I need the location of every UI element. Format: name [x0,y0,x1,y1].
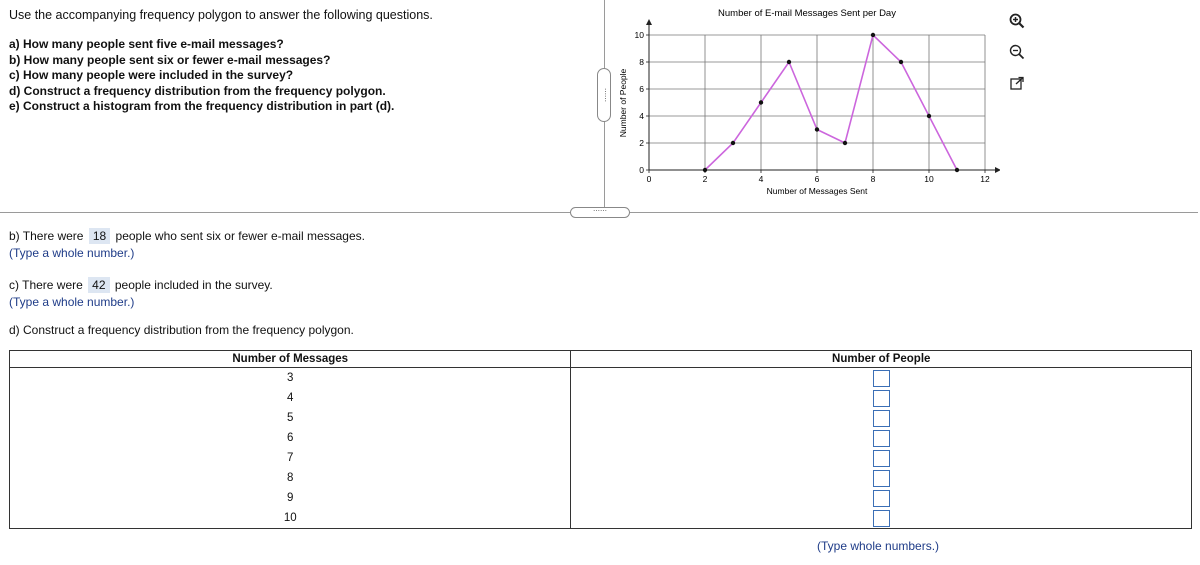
question-a: a) How many people sent five e-mail messages? [9,37,284,51]
answer-b-prefix: b) There were [9,229,84,243]
col-people-header: Number of People [571,351,1192,368]
frequency-polygon-chart [610,0,1000,205]
zoom-out-icon [1009,44,1025,60]
people-input[interactable] [873,390,890,407]
people-cell [571,428,1192,448]
series-line [705,35,957,170]
people-input[interactable] [873,410,890,427]
people-cell [571,388,1192,408]
table-row [10,488,1192,508]
data-point [703,168,707,172]
table-row [10,428,1192,448]
people-cell [571,448,1192,468]
question-d: d) Construct a frequency distribution from the frequency polygon. [9,83,386,98]
people-input[interactable] [873,450,890,467]
y-axis-arrow [646,19,652,25]
open-external-icon [1009,76,1025,92]
people-input[interactable] [873,490,890,507]
answer-c-suffix: people included in the survey. [114,278,273,292]
table-row [10,468,1192,488]
data-point [899,60,903,64]
question-list [9,37,394,115]
zoom-in-button[interactable] [1007,11,1027,31]
question-e: e) Construct a histogram from the frequency distribution in part (d). [9,99,395,113]
data-point [871,33,875,37]
x-axis-label: Number of Messages Sent [766,186,868,196]
people-input[interactable] [873,470,890,487]
answer-c-input[interactable]: 42 [88,277,109,293]
messages-cell: 5 [10,408,571,428]
messages-cell: 9 [10,488,571,508]
x-tick-label: 0 [646,174,652,184]
x-tick-label: 12 [980,174,990,184]
col-messages-header: Number of Messages [10,351,571,368]
frequency-table [9,350,1192,529]
vertical-resize-handle[interactable]: ⋯⋯ [597,68,611,122]
table-row [10,388,1192,408]
x-tick-label: 4 [758,174,764,184]
messages-cell: 7 [10,448,571,468]
y-tick-label: 4 [639,111,644,121]
y-tick-label: 10 [634,30,644,40]
messages-cell: 4 [10,388,571,408]
table-row [10,368,1192,389]
people-cell [571,488,1192,508]
answer-b-line [9,228,365,244]
table-hint: (Type whole numbers.) [817,539,940,553]
intro-text: Use the accompanying frequency polygon to answer the following questions. [9,8,433,22]
data-point [815,127,819,131]
y-tick-label: 0 [639,165,644,175]
data-point [731,141,735,145]
y-axis-label: Number of People [618,68,628,138]
x-tick-label: 6 [814,174,820,184]
question-c: c) How many people were included in the survey? [9,68,294,82]
answer-c-line [9,277,273,293]
answer-c-prefix: c) There were [9,278,83,292]
data-point [787,60,791,64]
horizontal-resize-handle[interactable]: ⋯⋯ [570,207,630,218]
people-input[interactable] [873,370,890,387]
data-point [955,168,959,172]
y-tick-label: 6 [639,84,644,94]
messages-cell: 10 [10,508,571,529]
data-point [927,114,931,118]
people-cell [571,508,1192,529]
part-d-heading: d) Construct a frequency distribution from the frequency polygon. [9,323,354,337]
messages-cell: 8 [10,468,571,488]
people-input[interactable] [873,510,890,527]
people-cell [571,408,1192,428]
x-axis-arrow [995,167,1000,173]
y-tick-label: 2 [639,138,644,148]
people-cell [571,468,1192,488]
people-cell [571,368,1192,389]
messages-cell: 6 [10,428,571,448]
table-row [10,408,1192,428]
data-point [759,100,763,104]
chart-title: Number of E-mail Messages Sent per Day [718,8,896,19]
answer-b-input[interactable]: 18 [89,228,110,244]
question-b: b) How many people sent six or fewer e-mail messages? [9,52,331,67]
y-tick-label: 8 [639,57,644,67]
x-tick-label: 10 [924,174,934,184]
answer-b-suffix: people who sent six or fewer e-mail messages. [115,229,365,243]
open-external-button[interactable] [1007,74,1027,94]
zoom-out-button[interactable] [1007,42,1027,62]
data-point [843,141,847,145]
answer-c-hint: (Type a whole number.) [9,295,135,309]
table-row [10,508,1192,529]
x-tick-label: 2 [702,174,708,184]
zoom-in-icon [1009,13,1025,29]
table-row [10,448,1192,468]
answer-b-hint: (Type a whole number.) [9,246,135,260]
x-tick-label: 8 [870,174,876,184]
people-input[interactable] [873,430,890,447]
messages-cell: 3 [10,368,571,389]
